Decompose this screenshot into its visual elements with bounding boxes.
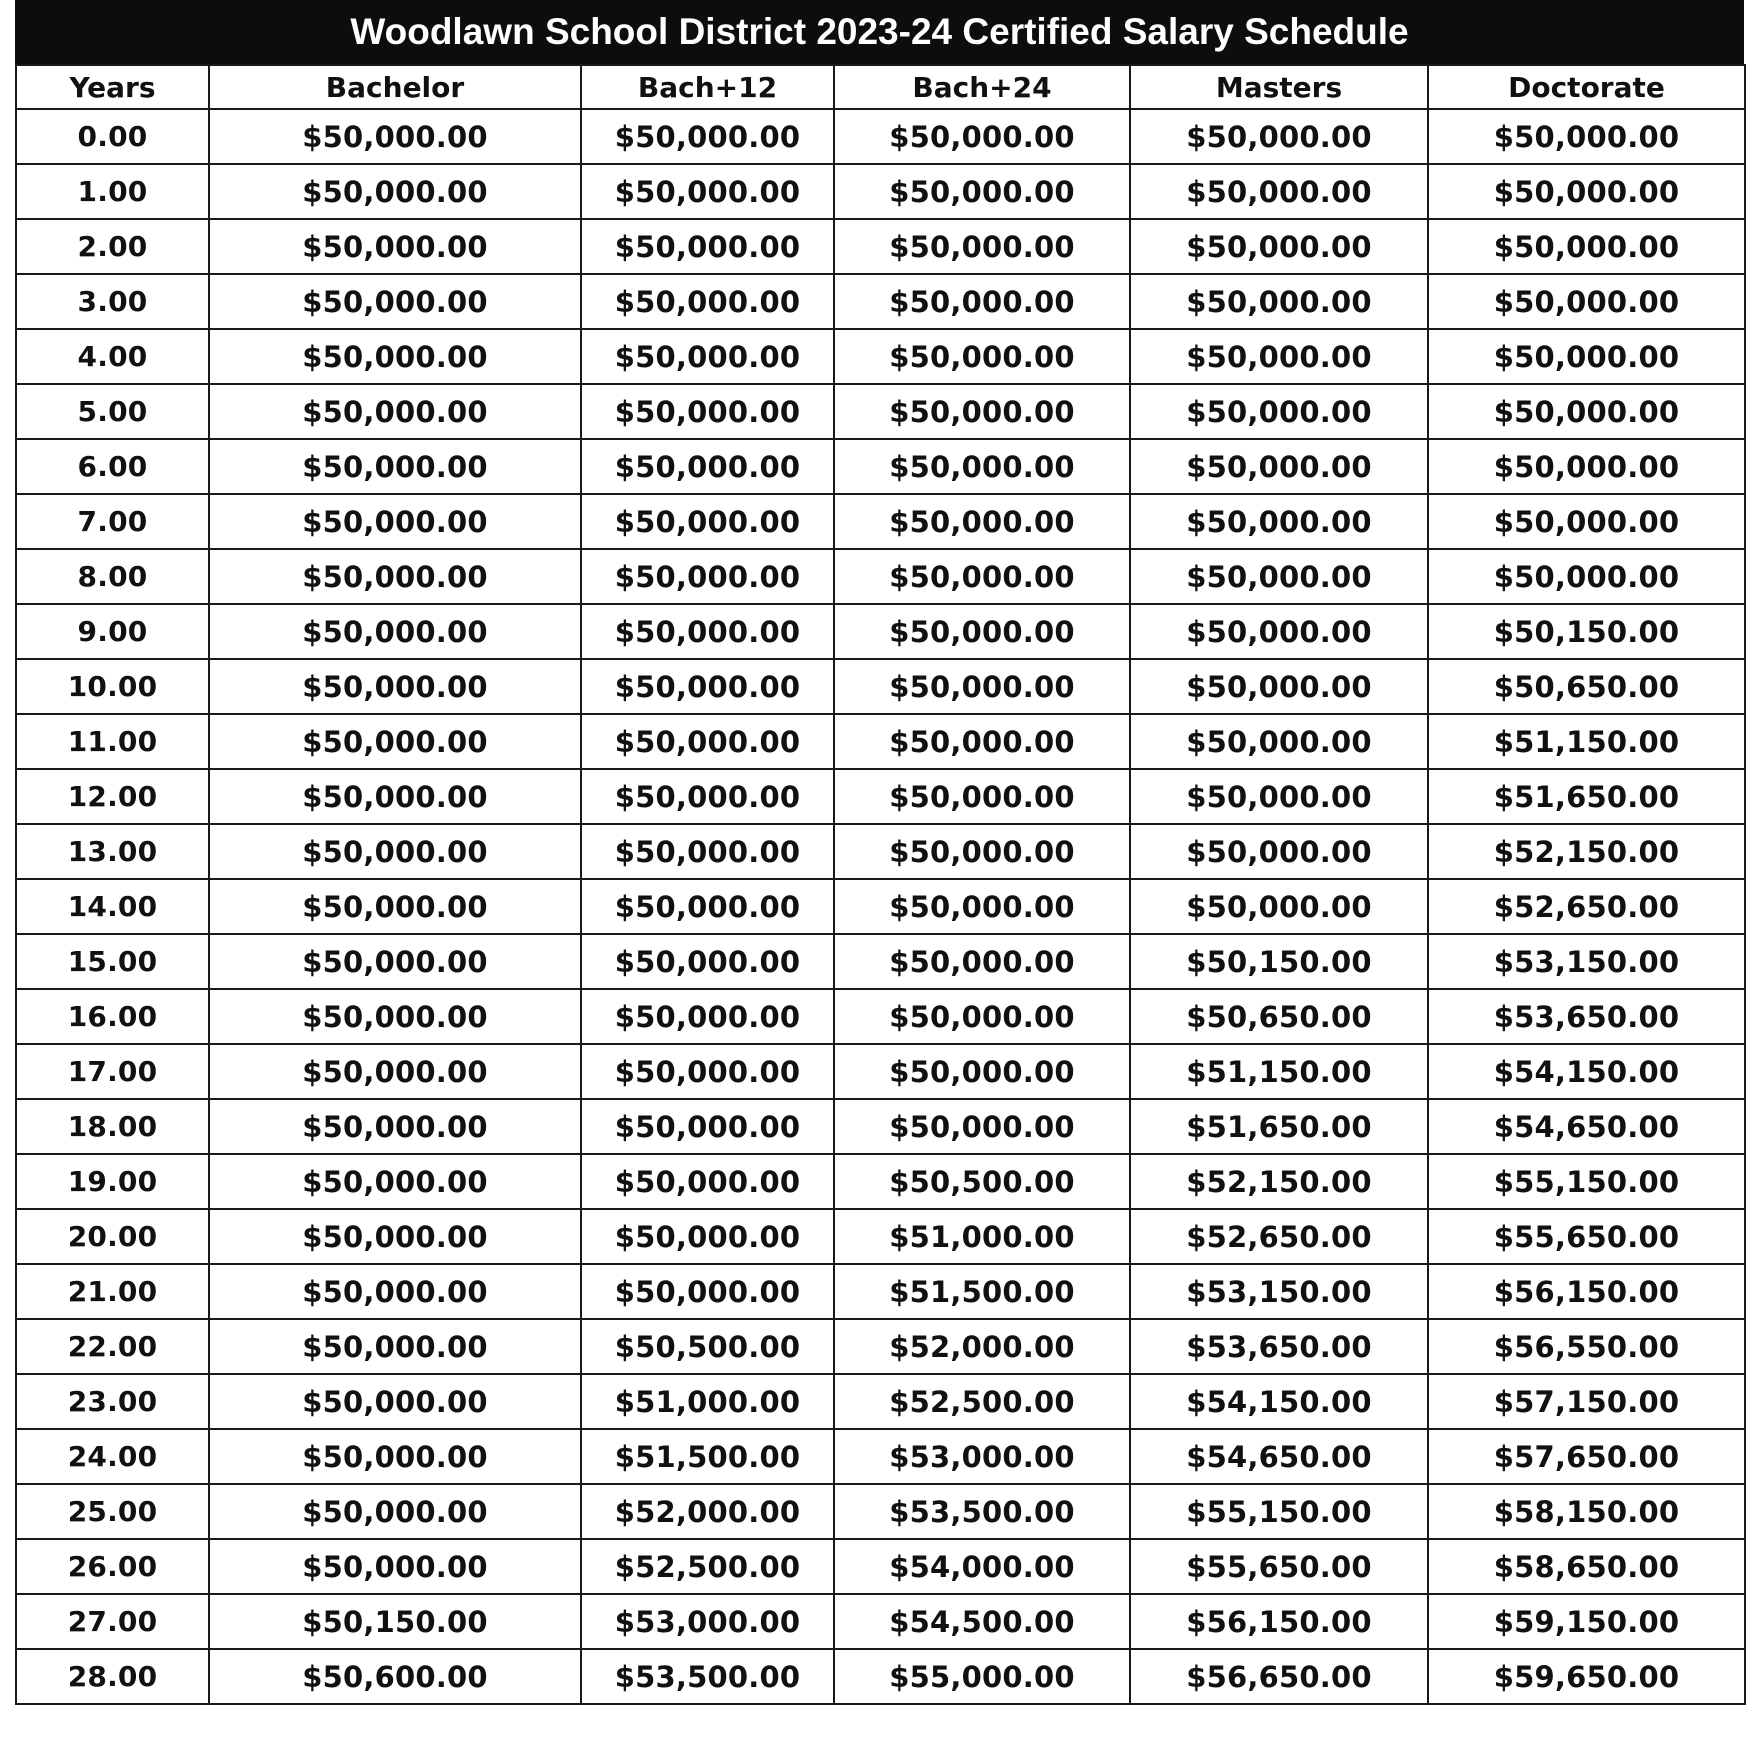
bachelor-cell: $50,000.00	[209, 329, 581, 384]
bach-24-cell: $53,500.00	[834, 1484, 1130, 1539]
years-cell: 6.00	[16, 439, 209, 494]
years-cell: 12.00	[16, 769, 209, 824]
years-cell: 10.00	[16, 659, 209, 714]
bach-12-cell: $50,000.00	[581, 1099, 834, 1154]
table-row	[16, 1264, 1745, 1319]
salary-schedule-sheet	[15, 0, 1744, 1705]
table-row	[16, 879, 1745, 934]
years-cell: 27.00	[16, 1594, 209, 1649]
bachelor-cell: $50,000.00	[209, 1209, 581, 1264]
bachelor-cell: $50,000.00	[209, 714, 581, 769]
years-cell: 24.00	[16, 1429, 209, 1484]
doctorate-cell: $55,650.00	[1428, 1209, 1745, 1264]
masters-cell: $53,650.00	[1130, 1319, 1428, 1374]
masters-cell: $50,000.00	[1130, 494, 1428, 549]
bachelor-cell: $50,000.00	[209, 1539, 581, 1594]
bach-12-cell: $50,000.00	[581, 1044, 834, 1099]
table-row	[16, 329, 1745, 384]
bach-12-cell: $50,000.00	[581, 329, 834, 384]
doctorate-cell: $53,650.00	[1428, 989, 1745, 1044]
doctorate-cell: $50,000.00	[1428, 274, 1745, 329]
bachelor-cell: $50,000.00	[209, 769, 581, 824]
doctorate-cell: $59,650.00	[1428, 1649, 1745, 1704]
table-row	[16, 659, 1745, 714]
bach-24-cell: $50,000.00	[834, 824, 1130, 879]
table-row	[16, 1044, 1745, 1099]
masters-cell: $50,000.00	[1130, 329, 1428, 384]
table-row	[16, 274, 1745, 329]
bach-24-cell: $54,500.00	[834, 1594, 1130, 1649]
bach-12-cell: $50,000.00	[581, 934, 834, 989]
masters-cell: $50,000.00	[1130, 274, 1428, 329]
bach-24-cell: $50,000.00	[834, 989, 1130, 1044]
header-row	[16, 65, 1745, 109]
masters-cell: $50,000.00	[1130, 439, 1428, 494]
masters-cell: $54,150.00	[1130, 1374, 1428, 1429]
table-row	[16, 1209, 1745, 1264]
bach-12-cell: $51,500.00	[581, 1429, 834, 1484]
years-cell: 3.00	[16, 274, 209, 329]
column-header-bachelor: Bachelor	[209, 65, 581, 109]
salary-table	[15, 64, 1746, 1705]
bachelor-cell: $50,000.00	[209, 164, 581, 219]
years-cell: 15.00	[16, 934, 209, 989]
bach-24-cell: $53,000.00	[834, 1429, 1130, 1484]
table-row	[16, 549, 1745, 604]
masters-cell: $50,000.00	[1130, 549, 1428, 604]
doctorate-cell: $50,000.00	[1428, 329, 1745, 384]
years-cell: 17.00	[16, 1044, 209, 1099]
bach-12-cell: $50,000.00	[581, 274, 834, 329]
bach-12-cell: $50,000.00	[581, 1154, 834, 1209]
bach-24-cell: $50,000.00	[834, 164, 1130, 219]
doctorate-cell: $57,150.00	[1428, 1374, 1745, 1429]
bach-12-cell: $50,000.00	[581, 769, 834, 824]
masters-cell: $55,650.00	[1130, 1539, 1428, 1594]
years-cell: 9.00	[16, 604, 209, 659]
bach-24-cell: $55,000.00	[834, 1649, 1130, 1704]
bachelor-cell: $50,150.00	[209, 1594, 581, 1649]
years-cell: 4.00	[16, 329, 209, 384]
doctorate-cell: $58,150.00	[1428, 1484, 1745, 1539]
doctorate-cell: $51,650.00	[1428, 769, 1745, 824]
bach-24-cell: $51,000.00	[834, 1209, 1130, 1264]
masters-cell: $50,000.00	[1130, 824, 1428, 879]
column-header-doctorate: Doctorate	[1428, 65, 1745, 109]
bach-24-cell: $50,000.00	[834, 659, 1130, 714]
masters-cell: $50,000.00	[1130, 879, 1428, 934]
table-row	[16, 1319, 1745, 1374]
table-row	[16, 219, 1745, 274]
table-row	[16, 769, 1745, 824]
bach-24-cell: $50,000.00	[834, 604, 1130, 659]
bach-24-cell: $50,000.00	[834, 879, 1130, 934]
bach-12-cell: $52,500.00	[581, 1539, 834, 1594]
masters-cell: $50,650.00	[1130, 989, 1428, 1044]
years-cell: 11.00	[16, 714, 209, 769]
bachelor-cell: $50,000.00	[209, 604, 581, 659]
bach-12-cell: $53,000.00	[581, 1594, 834, 1649]
bachelor-cell: $50,000.00	[209, 934, 581, 989]
bachelor-cell: $50,000.00	[209, 1484, 581, 1539]
bach-24-cell: $50,000.00	[834, 274, 1130, 329]
years-cell: 0.00	[16, 109, 209, 164]
years-cell: 26.00	[16, 1539, 209, 1594]
bachelor-cell: $50,000.00	[209, 824, 581, 879]
bach-24-cell: $50,000.00	[834, 439, 1130, 494]
doctorate-cell: $52,650.00	[1428, 879, 1745, 934]
masters-cell: $52,650.00	[1130, 1209, 1428, 1264]
masters-cell: $52,150.00	[1130, 1154, 1428, 1209]
column-header-bach-12: Bach+12	[581, 65, 834, 109]
doctorate-cell: $50,150.00	[1428, 604, 1745, 659]
bachelor-cell: $50,000.00	[209, 274, 581, 329]
bachelor-cell: $50,000.00	[209, 1429, 581, 1484]
bach-24-cell: $50,000.00	[834, 384, 1130, 439]
masters-cell: $56,150.00	[1130, 1594, 1428, 1649]
masters-cell: $50,000.00	[1130, 604, 1428, 659]
table-row	[16, 1374, 1745, 1429]
years-cell: 14.00	[16, 879, 209, 934]
table-row	[16, 824, 1745, 879]
years-cell: 13.00	[16, 824, 209, 879]
years-cell: 28.00	[16, 1649, 209, 1704]
table-row	[16, 109, 1745, 164]
masters-cell: $50,000.00	[1130, 659, 1428, 714]
doctorate-cell: $51,150.00	[1428, 714, 1745, 769]
years-cell: 5.00	[16, 384, 209, 439]
doctorate-cell: $56,150.00	[1428, 1264, 1745, 1319]
table-row	[16, 384, 1745, 439]
masters-cell: $50,150.00	[1130, 934, 1428, 989]
doctorate-cell: $52,150.00	[1428, 824, 1745, 879]
masters-cell: $54,650.00	[1130, 1429, 1428, 1484]
bach-24-cell: $50,000.00	[834, 549, 1130, 604]
table-row	[16, 494, 1745, 549]
bach-24-cell: $50,000.00	[834, 1044, 1130, 1099]
bach-12-cell: $53,500.00	[581, 1649, 834, 1704]
masters-cell: $56,650.00	[1130, 1649, 1428, 1704]
bach-24-cell: $50,000.00	[834, 219, 1130, 274]
bach-24-cell: $54,000.00	[834, 1539, 1130, 1594]
table-row	[16, 604, 1745, 659]
bach-24-cell: $50,000.00	[834, 494, 1130, 549]
bachelor-cell: $50,000.00	[209, 1044, 581, 1099]
years-cell: 7.00	[16, 494, 209, 549]
bach-24-cell: $51,500.00	[834, 1264, 1130, 1319]
doctorate-cell: $58,650.00	[1428, 1539, 1745, 1594]
bachelor-cell: $50,000.00	[209, 439, 581, 494]
table-row	[16, 1649, 1745, 1704]
column-header-bach-24: Bach+24	[834, 65, 1130, 109]
years-cell: 8.00	[16, 549, 209, 604]
years-cell: 16.00	[16, 989, 209, 1044]
bach-12-cell: $51,000.00	[581, 1374, 834, 1429]
doctorate-cell: $56,550.00	[1428, 1319, 1745, 1374]
bach-12-cell: $52,000.00	[581, 1484, 834, 1539]
doctorate-cell: $57,650.00	[1428, 1429, 1745, 1484]
years-cell: 19.00	[16, 1154, 209, 1209]
table-row	[16, 934, 1745, 989]
bach-24-cell: $50,000.00	[834, 934, 1130, 989]
bach-24-cell: $50,500.00	[834, 1154, 1130, 1209]
masters-cell: $50,000.00	[1130, 109, 1428, 164]
doctorate-cell: $50,000.00	[1428, 219, 1745, 274]
doctorate-cell: $50,000.00	[1428, 164, 1745, 219]
table-body	[16, 109, 1745, 1704]
table-row	[16, 1099, 1745, 1154]
doctorate-cell: $50,000.00	[1428, 494, 1745, 549]
doctorate-cell: $50,650.00	[1428, 659, 1745, 714]
bachelor-cell: $50,000.00	[209, 989, 581, 1044]
years-cell: 1.00	[16, 164, 209, 219]
bach-12-cell: $50,000.00	[581, 384, 834, 439]
bach-12-cell: $50,000.00	[581, 824, 834, 879]
bach-24-cell: $52,500.00	[834, 1374, 1130, 1429]
bach-12-cell: $50,000.00	[581, 714, 834, 769]
bachelor-cell: $50,000.00	[209, 879, 581, 934]
doctorate-cell: $54,150.00	[1428, 1044, 1745, 1099]
years-cell: 2.00	[16, 219, 209, 274]
years-cell: 23.00	[16, 1374, 209, 1429]
table-row	[16, 1154, 1745, 1209]
years-cell: 20.00	[16, 1209, 209, 1264]
schedule-title: Woodlawn School District 2023-24 Certified Salary Schedule	[15, 0, 1744, 64]
bach-12-cell: $50,000.00	[581, 1209, 834, 1264]
bach-24-cell: $50,000.00	[834, 769, 1130, 824]
bach-12-cell: $50,000.00	[581, 549, 834, 604]
doctorate-cell: $53,150.00	[1428, 934, 1745, 989]
bachelor-cell: $50,000.00	[209, 1099, 581, 1154]
doctorate-cell: $50,000.00	[1428, 439, 1745, 494]
doctorate-cell: $50,000.00	[1428, 109, 1745, 164]
bach-24-cell: $50,000.00	[834, 329, 1130, 384]
table-row	[16, 1594, 1745, 1649]
bach-12-cell: $50,000.00	[581, 494, 834, 549]
bach-12-cell: $50,500.00	[581, 1319, 834, 1374]
masters-cell: $53,150.00	[1130, 1264, 1428, 1319]
bachelor-cell: $50,000.00	[209, 494, 581, 549]
bach-12-cell: $50,000.00	[581, 164, 834, 219]
bachelor-cell: $50,000.00	[209, 1319, 581, 1374]
masters-cell: $50,000.00	[1130, 219, 1428, 274]
bachelor-cell: $50,000.00	[209, 1154, 581, 1209]
masters-cell: $55,150.00	[1130, 1484, 1428, 1539]
masters-cell: $50,000.00	[1130, 384, 1428, 439]
bach-12-cell: $50,000.00	[581, 604, 834, 659]
bachelor-cell: $50,000.00	[209, 384, 581, 439]
doctorate-cell: $50,000.00	[1428, 549, 1745, 604]
bachelor-cell: $50,600.00	[209, 1649, 581, 1704]
table-row	[16, 439, 1745, 494]
bach-12-cell: $50,000.00	[581, 659, 834, 714]
table-row	[16, 164, 1745, 219]
doctorate-cell: $59,150.00	[1428, 1594, 1745, 1649]
years-cell: 21.00	[16, 1264, 209, 1319]
masters-cell: $51,150.00	[1130, 1044, 1428, 1099]
bach-24-cell: $50,000.00	[834, 1099, 1130, 1154]
bach-12-cell: $50,000.00	[581, 439, 834, 494]
table-row	[16, 1484, 1745, 1539]
table-row	[16, 1429, 1745, 1484]
bachelor-cell: $50,000.00	[209, 549, 581, 604]
masters-cell: $50,000.00	[1130, 164, 1428, 219]
column-header-masters: Masters	[1130, 65, 1428, 109]
bach-12-cell: $50,000.00	[581, 219, 834, 274]
column-header-years: Years	[16, 65, 209, 109]
table-row	[16, 714, 1745, 769]
doctorate-cell: $55,150.00	[1428, 1154, 1745, 1209]
masters-cell: $50,000.00	[1130, 769, 1428, 824]
doctorate-cell: $54,650.00	[1428, 1099, 1745, 1154]
bach-24-cell: $50,000.00	[834, 109, 1130, 164]
bach-24-cell: $50,000.00	[834, 714, 1130, 769]
table-row	[16, 1539, 1745, 1594]
years-cell: 18.00	[16, 1099, 209, 1154]
bachelor-cell: $50,000.00	[209, 219, 581, 274]
bach-12-cell: $50,000.00	[581, 989, 834, 1044]
years-cell: 22.00	[16, 1319, 209, 1374]
bach-12-cell: $50,000.00	[581, 879, 834, 934]
bachelor-cell: $50,000.00	[209, 109, 581, 164]
bachelor-cell: $50,000.00	[209, 1264, 581, 1319]
bach-12-cell: $50,000.00	[581, 109, 834, 164]
bachelor-cell: $50,000.00	[209, 1374, 581, 1429]
masters-cell: $51,650.00	[1130, 1099, 1428, 1154]
years-cell: 25.00	[16, 1484, 209, 1539]
table-row	[16, 989, 1745, 1044]
bach-12-cell: $50,000.00	[581, 1264, 834, 1319]
masters-cell: $50,000.00	[1130, 714, 1428, 769]
doctorate-cell: $50,000.00	[1428, 384, 1745, 439]
bach-24-cell: $52,000.00	[834, 1319, 1130, 1374]
bachelor-cell: $50,000.00	[209, 659, 581, 714]
